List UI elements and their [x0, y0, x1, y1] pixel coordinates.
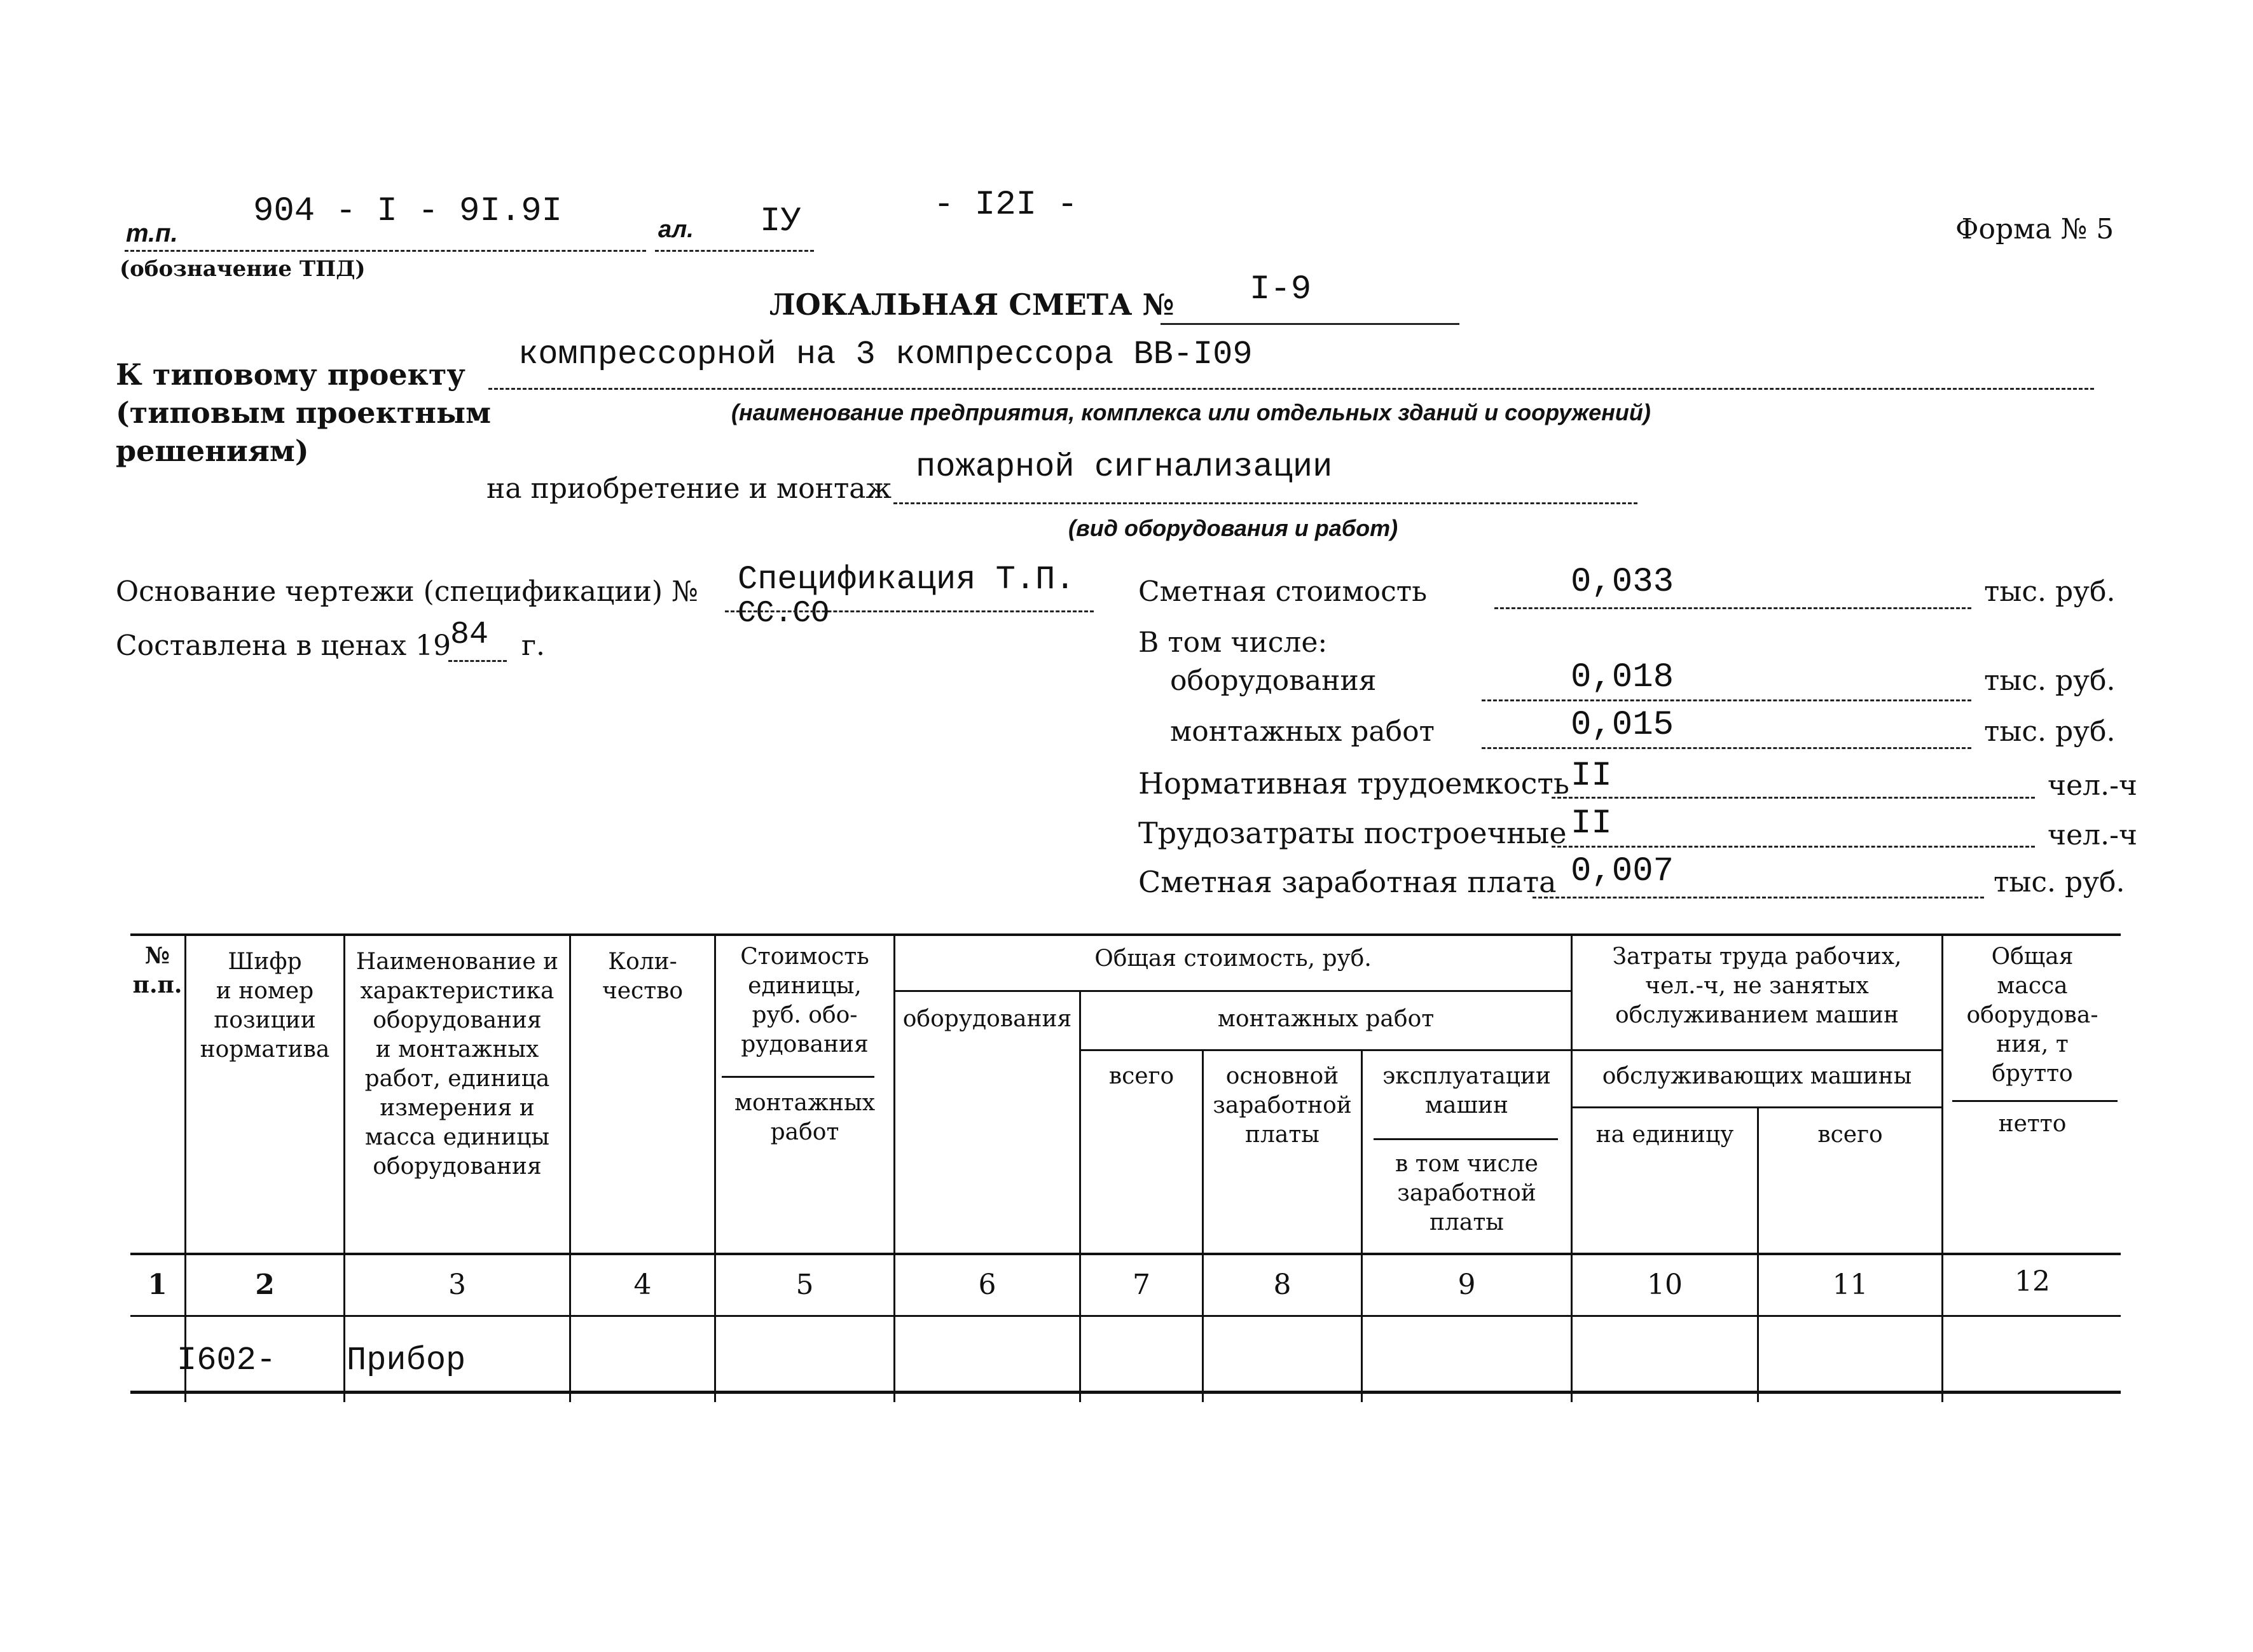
acquisition-value: пожарной сигнализации [916, 448, 1333, 486]
header-unit-cost: Стоимость единицы, руб. обо- рудования [740, 944, 869, 1057]
basis-value-1: Спецификация Т.П. [738, 561, 1075, 598]
row-1-name: Прибор [347, 1342, 466, 1379]
colnum-8: 8 [1273, 1269, 1292, 1301]
including-label: В том числе: [1138, 626, 1328, 659]
header-code: Шифр и номер позиции норматива [200, 949, 330, 1063]
colnum-9: 9 [1457, 1269, 1476, 1301]
total-cost-subline [895, 990, 1573, 992]
colnum-7: 7 [1133, 1269, 1150, 1301]
acquisition-underline [893, 502, 1637, 504]
estimate-cost-underline [1494, 607, 1971, 609]
header-labor-all: всего [1817, 1122, 1883, 1148]
header-equipment: оборудования [902, 1006, 1072, 1032]
basis-underline [725, 610, 1094, 612]
estimate-cost-value: 0,033 [1571, 563, 1674, 602]
estimate-number: I-9 [1250, 270, 1312, 309]
page-number: - I2I - [934, 186, 1078, 224]
colnum-10: 10 [1647, 1269, 1683, 1301]
labor-norm-unit: чел.-ч [2048, 769, 2138, 802]
estimate-number-underline [1161, 323, 1459, 325]
colnum-1: 1 [148, 1269, 167, 1301]
project-label-3: решениям) [116, 434, 309, 468]
header-machines-wage: в том числе заработной платы [1395, 1151, 1538, 1236]
header-num: № п.п. [132, 942, 183, 998]
header-qty: Коли- чество [602, 949, 684, 1004]
estimate-cost-unit: тыс. руб. [1984, 575, 2116, 608]
equipment-cost-underline [1482, 699, 1971, 701]
tpd-caption: (обозначение ТПД) [120, 256, 366, 282]
col-divider-6 [1079, 990, 1081, 1402]
al-underline [655, 250, 814, 252]
colnum-5: 5 [796, 1269, 814, 1301]
header-all: всего [1108, 1063, 1175, 1089]
header-machines: эксплуатации машин [1382, 1063, 1551, 1119]
colnum-4: 4 [633, 1269, 652, 1301]
installation-cost-value: 0,015 [1571, 706, 1674, 745]
prices-label: Составлена в ценах 19 [116, 630, 451, 662]
installation-cost-label: монтажных работ [1170, 715, 1435, 748]
basis-value-2: СС.СО [738, 596, 830, 631]
table-top-line [130, 933, 2121, 936]
prices-year-underline [448, 660, 507, 662]
row-1-code: I602- [177, 1342, 277, 1379]
mass-subline [1952, 1100, 2118, 1102]
header-labor: Затраты труда рабочих, чел.-ч, не занятых обслуживанием машин [1612, 944, 1902, 1028]
labor-norm-label: Нормативная трудоемкость [1138, 766, 1569, 801]
header-unit-cost-install: монтажных работ [734, 1090, 876, 1145]
project-underline [488, 388, 2094, 390]
machines-subline [1374, 1138, 1558, 1140]
header-name: Наименование и характеристика оборудования и монтажных работ, единица измерения и масса единицы оборудования [355, 949, 559, 1180]
acquisition-caption: (вид оборудования и работ) [1068, 515, 1398, 541]
labor-site-underline [1552, 846, 2035, 848]
basis-label: Основание чертежи (спецификации) № [116, 575, 698, 608]
wage-value: 0,007 [1571, 852, 1674, 891]
header-bottom-line [130, 1253, 2121, 1255]
installation-cost-underline [1482, 747, 1971, 749]
equipment-cost-label: оборудования [1170, 664, 1377, 697]
equipment-cost-unit: тыс. руб. [1984, 664, 2116, 697]
project-label-2: (типовым проектным [116, 396, 492, 430]
labor-norm-underline [1552, 797, 2035, 799]
header-mass-net: нетто [1998, 1111, 2067, 1137]
table-bottom-line [130, 1391, 2121, 1394]
al-number: IУ [760, 202, 801, 241]
wage-unit: тыс. руб. [1994, 866, 2125, 898]
header-mass: Общая масса оборудова- ния, т брутто [1966, 944, 2098, 1087]
acquisition-label: на приобретение и монтаж [486, 472, 892, 505]
form-label: Форма № 5 [1955, 213, 2114, 245]
colnum-12: 12 [2015, 1265, 2050, 1298]
header-labor-machines: обслуживающих машины [1602, 1063, 1912, 1089]
tp-underline [125, 250, 646, 252]
wage-label: Сметная заработная плата [1138, 865, 1557, 899]
colnum-3: 3 [448, 1269, 466, 1301]
estimate-title: ЛОКАЛЬНАЯ СМЕТА № [769, 287, 1175, 322]
header-install: монтажных работ [1217, 1006, 1435, 1032]
colnum-2: 2 [255, 1269, 275, 1301]
tp-number: 904 - I - 9I.9I [253, 192, 563, 231]
header-base-wage: основной заработной платы [1213, 1063, 1352, 1148]
colnum-11: 11 [1832, 1269, 1868, 1301]
estimate-cost-label: Сметная стоимость [1138, 575, 1428, 608]
colnum-6: 6 [978, 1269, 996, 1301]
project-label-1: К типовому проекту [116, 357, 465, 392]
colnum-bottom-line [130, 1315, 2121, 1317]
al-prefix: ал. [658, 216, 694, 243]
labor-site-unit: чел.-ч [2048, 819, 2138, 851]
header-total-cost: Общая стоимость, руб. [1094, 946, 1372, 972]
labor-norm-value: II [1571, 757, 1612, 795]
labor-site-label: Трудозатраты построечные [1138, 816, 1567, 850]
install-subline [1081, 1049, 1573, 1051]
labor-subline [1573, 1049, 1941, 1051]
unit-cost-subline [722, 1076, 874, 1078]
equipment-cost-value: 0,018 [1571, 658, 1674, 697]
project-caption: (наименование предприятия, комплекса или отдельных зданий и сооружений) [731, 399, 1651, 425]
wage-underline [1533, 897, 1984, 898]
prices-year: 84 [450, 617, 489, 653]
prices-suffix: г. [521, 630, 546, 662]
project-value: компрессорной на 3 компрессора ВВ-I09 [518, 336, 1253, 373]
installation-cost-unit: тыс. руб. [1984, 715, 2116, 748]
col-divider-10 [1757, 1106, 1759, 1402]
labor-site-value: II [1571, 804, 1612, 843]
tp-prefix: т.п. [126, 219, 178, 247]
header-per-unit: на единицу [1595, 1122, 1734, 1148]
